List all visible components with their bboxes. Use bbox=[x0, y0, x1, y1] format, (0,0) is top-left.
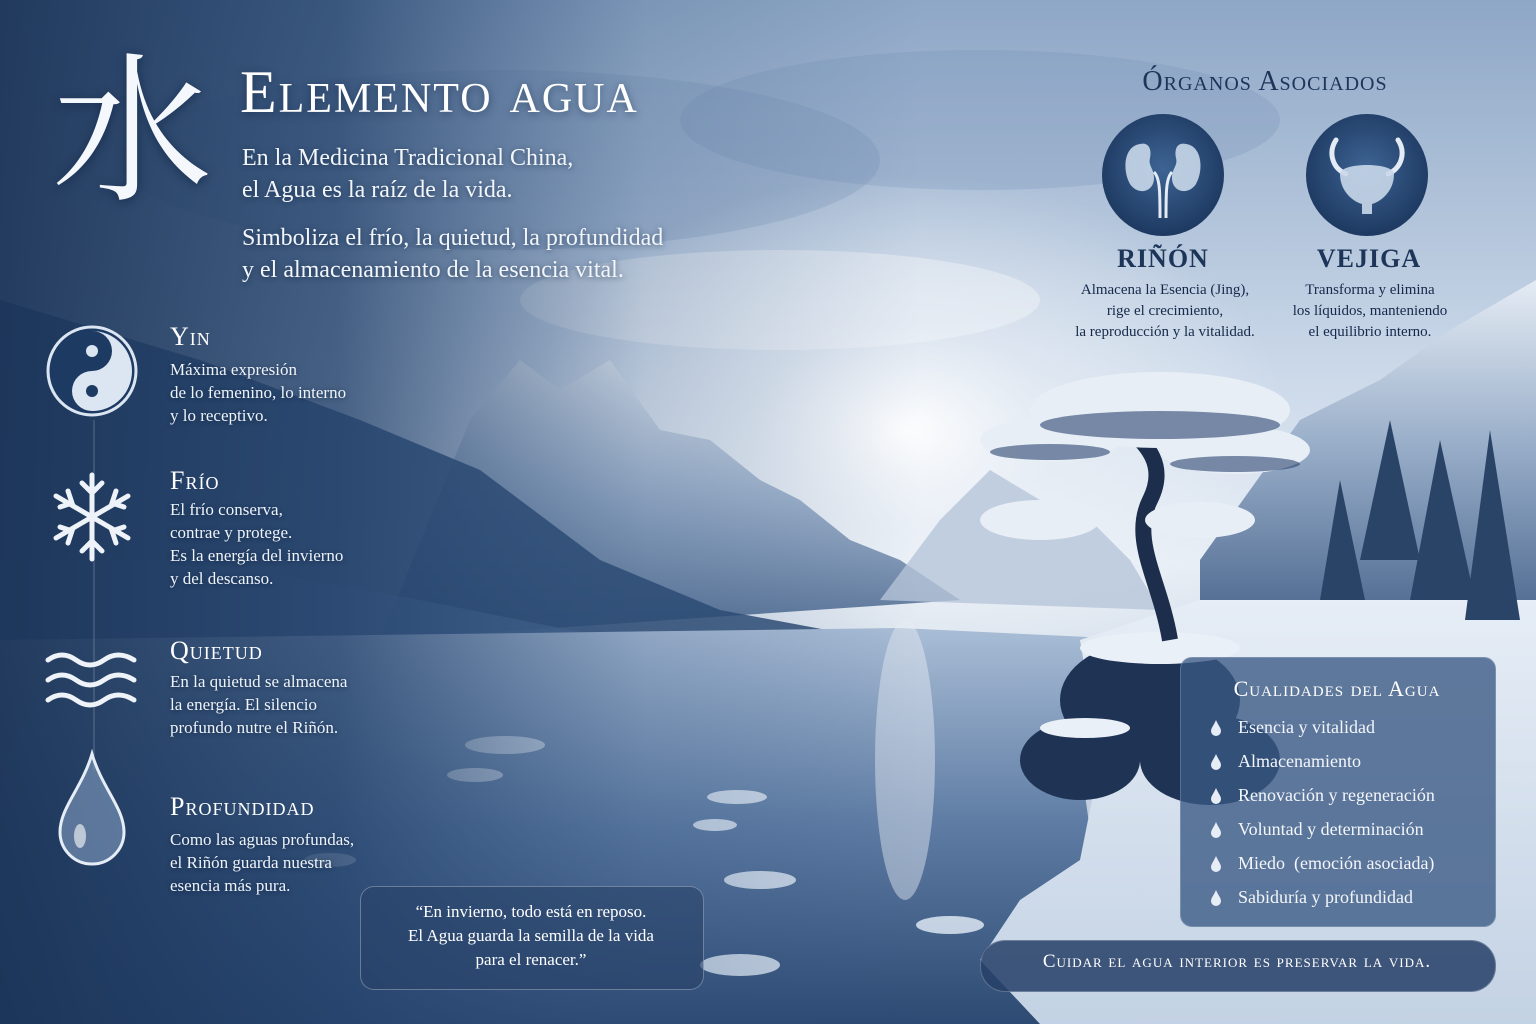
quality-item bbox=[1210, 782, 1490, 812]
feature-line: y lo receptivo. bbox=[170, 406, 268, 425]
feature-text-frio bbox=[170, 498, 410, 590]
intro-paragraph-2 bbox=[242, 222, 712, 286]
banner-text: Cuidar el agua interior es preservar la vida. bbox=[1042, 951, 1432, 972]
quality-item bbox=[1210, 748, 1490, 778]
organ-name-vejiga: VEJIGA bbox=[1316, 244, 1422, 273]
water-drop-icon bbox=[1210, 890, 1222, 906]
water-drop-icon bbox=[1210, 720, 1222, 736]
quote-line: El Agua guarda la semilla de la vida bbox=[408, 926, 654, 945]
water-character: 水 bbox=[52, 38, 213, 225]
feature-title-profundidad: Profundidad bbox=[170, 792, 315, 821]
intro-paragraph-1 bbox=[242, 142, 712, 206]
quality-item bbox=[1210, 850, 1490, 880]
intro-line: y el almacenamiento de la esencia vital. bbox=[242, 257, 624, 283]
intro-line: Simboliza el frío, la quietud, la profundidad bbox=[242, 225, 664, 251]
water-drop-icon bbox=[1210, 754, 1222, 770]
feature-title-yin: Yin bbox=[170, 322, 211, 351]
bladder-icon bbox=[1314, 122, 1420, 228]
snowflake-icon bbox=[42, 462, 142, 572]
feature-line: esencia más pura. bbox=[170, 876, 291, 895]
feature-line: En la quietud se almacena bbox=[170, 672, 348, 691]
intro-line: En la Medicina Tradicional China, bbox=[242, 145, 574, 171]
page-title: Elemento agua bbox=[240, 59, 639, 125]
organ-line: los líquidos, manteniendo bbox=[1292, 303, 1448, 319]
quality-item bbox=[1210, 816, 1490, 846]
feature-line: Es la energía del invierno bbox=[170, 546, 344, 565]
feature-text-yin bbox=[170, 358, 410, 427]
feature-line: y del descanso. bbox=[170, 569, 274, 588]
organs-title: Órganos Asociados bbox=[1142, 66, 1388, 97]
organ-name-rinon: RIÑÓN bbox=[1117, 244, 1209, 273]
organ-line: la reproducción y la vitalidad. bbox=[1075, 324, 1255, 340]
quote-text bbox=[360, 900, 702, 972]
quality-label: Sabiduría y profundidad bbox=[1238, 887, 1413, 907]
organ-line: Almacena la Esencia (Jing), bbox=[1080, 282, 1250, 298]
organ-line: el equilibrio interno. bbox=[1308, 324, 1432, 340]
quote-line: para el renacer.” bbox=[475, 950, 587, 969]
feature-line: profundo nutre el Riñón. bbox=[170, 718, 339, 737]
quality-label: Almacenamiento bbox=[1238, 751, 1361, 771]
quality-item bbox=[1210, 714, 1490, 744]
quality-label: Miedo (emoción asociada) bbox=[1238, 853, 1435, 873]
quality-label: Esencia y vitalidad bbox=[1238, 717, 1375, 737]
quality-item bbox=[1210, 884, 1490, 914]
feature-line: la energía. El silencio bbox=[170, 695, 317, 714]
organ-desc-vejiga bbox=[1265, 280, 1475, 343]
quality-label: Renovación y regeneración bbox=[1238, 785, 1435, 805]
intro-line: el Agua es la raíz de la vida. bbox=[242, 177, 513, 203]
kidneys-icon bbox=[1110, 122, 1216, 228]
water-drop-icon bbox=[42, 748, 142, 868]
organ-line: rige el crecimiento, bbox=[1106, 303, 1224, 319]
feature-line: el Riñón guarda nuestra bbox=[170, 853, 332, 872]
water-drop-icon bbox=[1210, 822, 1222, 838]
quote-line: “En invierno, todo está en reposo. bbox=[415, 902, 647, 921]
feature-title-frio: Frío bbox=[170, 466, 220, 495]
qualities-title: Cualidades del Agua bbox=[1233, 676, 1441, 701]
quality-label: Voluntad y determinación bbox=[1238, 819, 1424, 839]
feature-text-quietud bbox=[170, 670, 410, 739]
organ-desc-rinon bbox=[1060, 280, 1270, 343]
feature-line: El frío conserva, bbox=[170, 500, 283, 519]
feature-title-quietud: Quietud bbox=[170, 636, 263, 665]
water-drop-icon bbox=[1210, 856, 1222, 872]
feature-line: Máxima expresión bbox=[170, 360, 297, 379]
feature-line: contrae y protege. bbox=[170, 523, 293, 542]
yin-yang-icon bbox=[42, 316, 142, 426]
feature-line: de lo femenino, lo interno bbox=[170, 383, 347, 402]
waves-icon bbox=[42, 626, 142, 736]
feature-line: Como las aguas profundas, bbox=[170, 830, 355, 849]
water-drop-icon bbox=[1210, 788, 1222, 804]
organ-line: Transforma y elimina bbox=[1305, 282, 1435, 298]
